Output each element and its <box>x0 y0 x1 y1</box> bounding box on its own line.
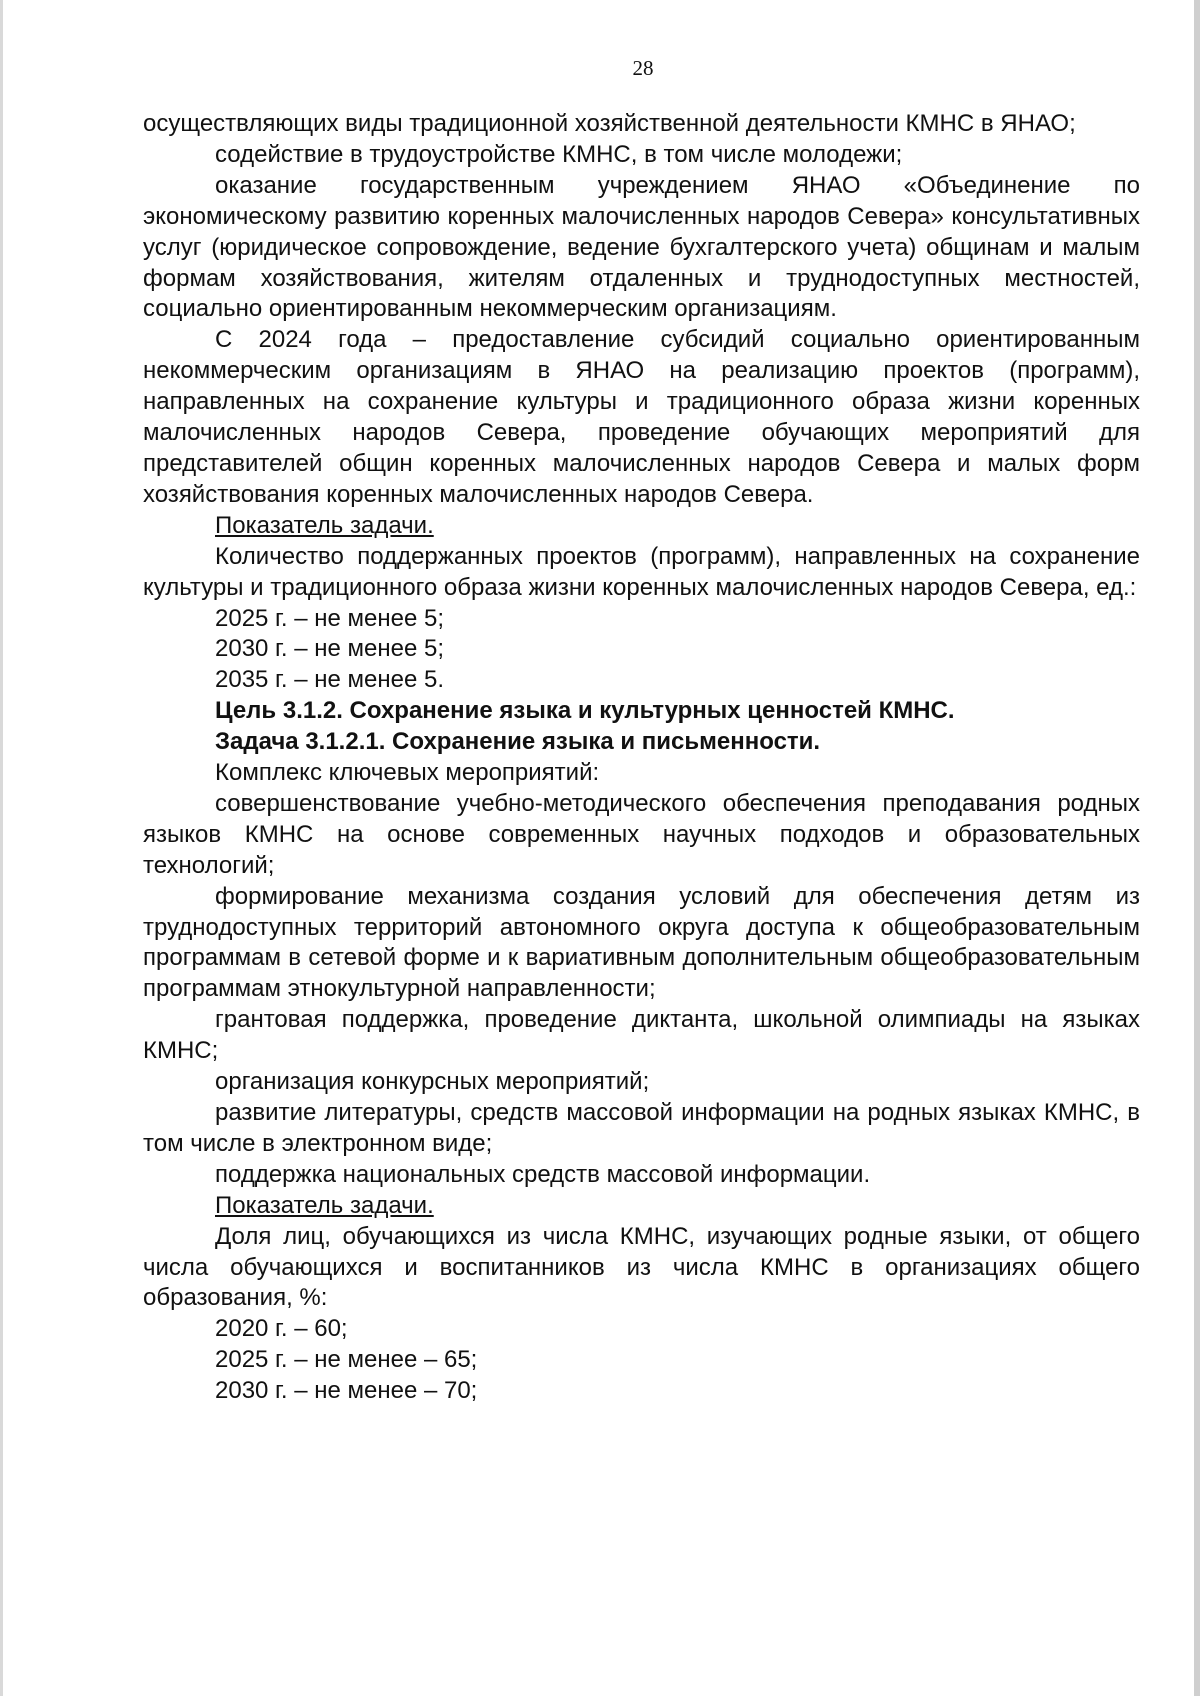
page-number: 28 <box>632 56 654 80</box>
indicator-value-2025: 2025 г. – не менее 5; <box>215 604 444 632</box>
task-heading-3-1-2-1: Задача 3.1.2.1. Сохранение языка и письменности. <box>215 728 821 756</box>
indicator-heading-2: Показатель задачи. <box>215 1191 434 1219</box>
indicator-description-projects: Количество поддержанных проектов (программ), направленных на сохранение культуры и традиционного образа жизни коренных малочисленных народов Севера, ед.: <box>143 542 1140 601</box>
language-share-2020: 2020 г. – 60; <box>215 1315 348 1343</box>
indicator-value-2030: 2030 г. – не менее 5; <box>215 635 444 663</box>
document-body <box>143 109 1140 1407</box>
paragraph-traditional-activity-tail: осуществляющих виды традиционной хозяйственной деятельности КМНС в ЯНАО; <box>143 110 1076 137</box>
language-share-2025: 2025 г. – не менее – 65; <box>215 1346 478 1374</box>
paragraph-subsidies-2024: С 2024 года – предоставление субсидий социально ориентированным некоммерческим организациям в ЯНАО на реализацию проектов (программ), направленных на сохранение культуры и традиционного образа жизни коренных малочисленных народов Севера, проведение обучающих мероприятий для представителей общин коренных малочисленных народов Севера и малых форм хозяйствования коренных малочисленных народов Севера. <box>143 326 1140 508</box>
measure-competitions: организация конкурсных мероприятий; <box>215 1068 650 1096</box>
goal-heading-3-1-2: Цель 3.1.2. Сохранение языка и культурных ценностей КМНС. <box>215 697 955 725</box>
paragraph-employment-assistance: содействие в трудоустройстве КМНС, в том числе молодежи; <box>215 140 903 168</box>
measure-teaching-methods: совершенствование учебно-методического обеспечения преподавания родных языков КМНС на основе современных научных подходов и образовательных технологий; <box>143 789 1140 879</box>
key-measures-heading: Комплекс ключевых мероприятий: <box>215 759 600 787</box>
indicator-value-2035: 2035 г. – не менее 5. <box>215 666 444 694</box>
paragraph-consulting-services: оказание государственным учреждением ЯНАО «Объединение по экономическому развитию коренных малочисленных народов Севера» консультативных услуг (юридическое сопровождение, ведение бухгалтерского учета) общинам и малым формам хозяйствования, жителям отдаленных и труднодоступных местностей, социально ориентированным некоммерческим организациям. <box>143 171 1140 323</box>
measure-literature-media: развитие литературы, средств массовой информации на родных языках КМНС, в том числе в электронном виде; <box>143 1099 1140 1157</box>
measure-grants-olympiad: грантовая поддержка, проведение диктанта, школьной олимпиады на языках КМНС; <box>143 1006 1140 1065</box>
measure-network-programs: формирование механизма создания условий для обеспечения детям из труднодоступных территорий автономного округа доступа к общеобразовательным программам в сетевой форме и к вариативным дополнительным общеобразовательным программам этнокультурной направленности; <box>143 882 1140 1003</box>
indicator-description-language-share: Доля лиц, обучающихся из числа КМНС, изучающих родные языки, от общего числа обучающихся и воспитанников из числа КМНС в организациях общего образования, %: <box>143 1222 1140 1312</box>
language-share-2030: 2030 г. – не менее – 70; <box>215 1377 478 1405</box>
measure-national-media: поддержка национальных средств массовой информации. <box>215 1160 871 1188</box>
indicator-heading-1: Показатель задачи. <box>215 511 434 539</box>
